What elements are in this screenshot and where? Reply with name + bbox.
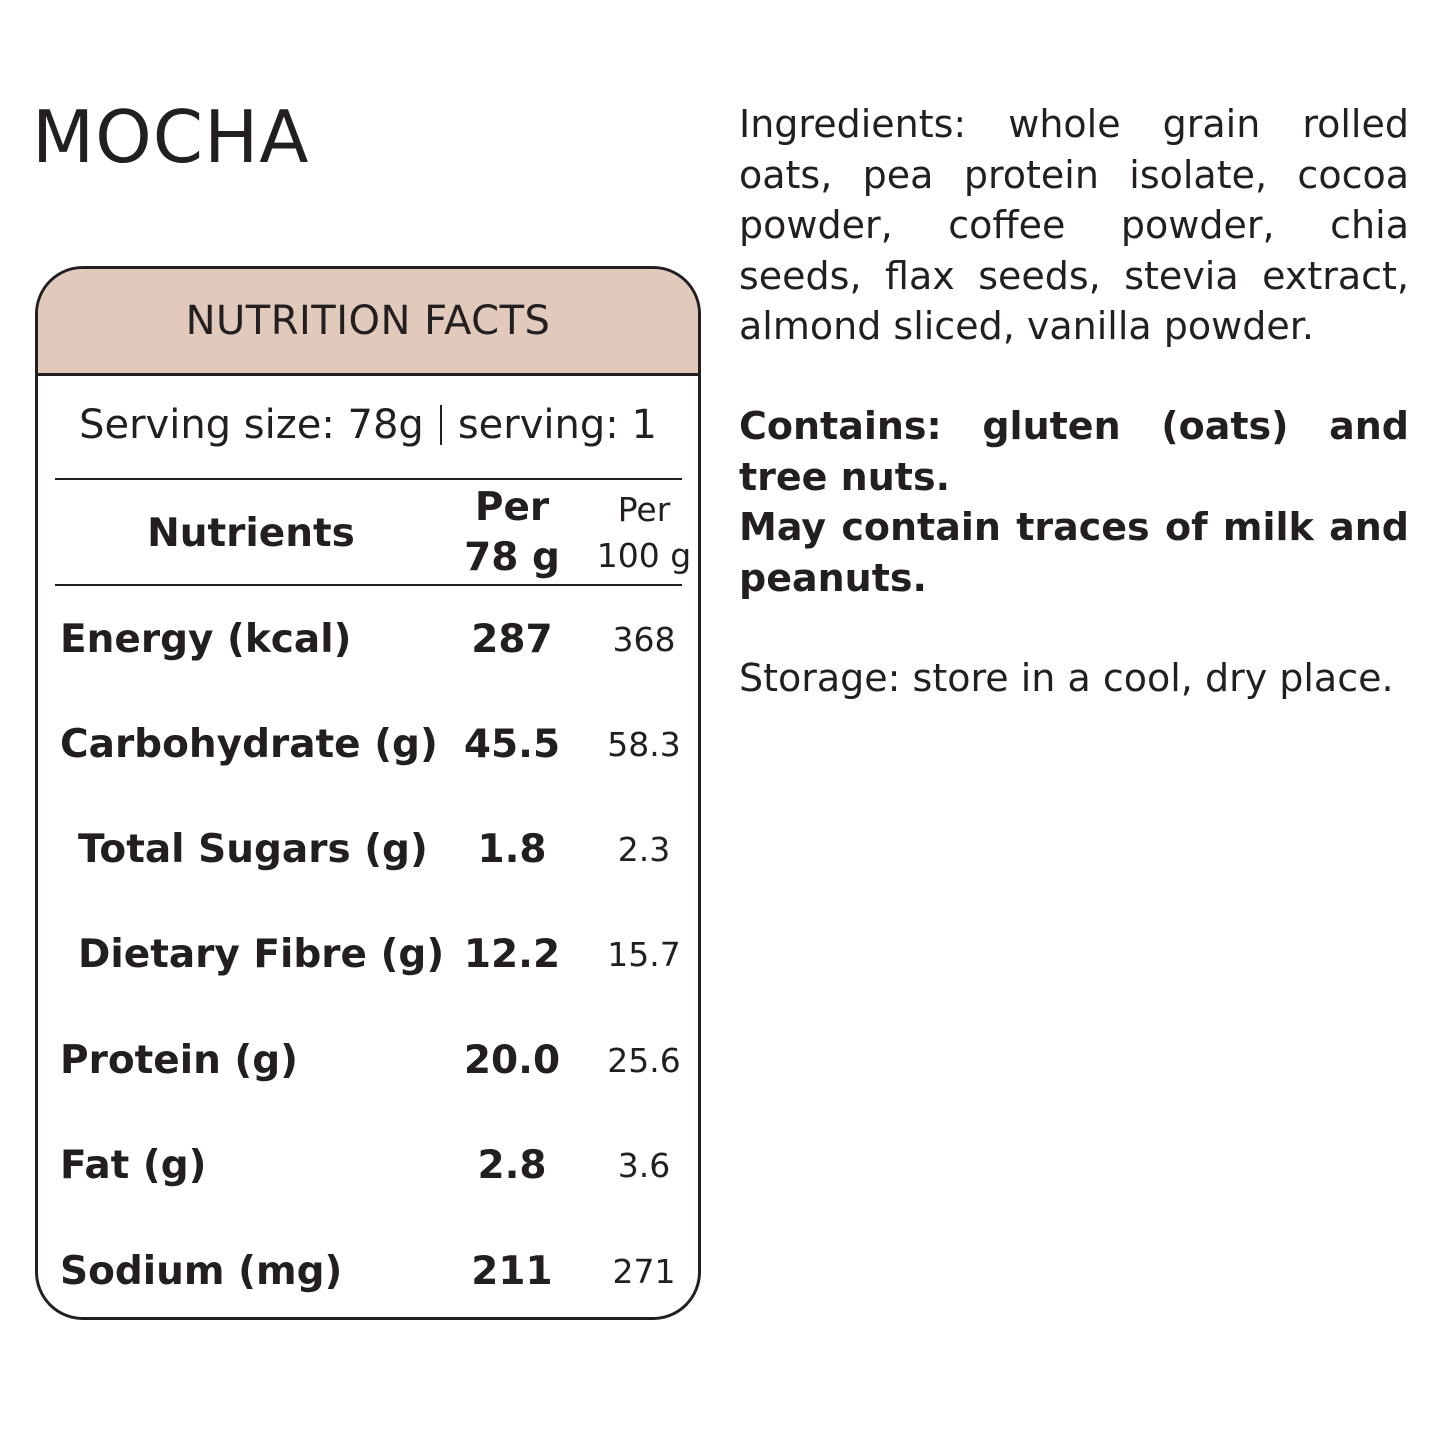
nutrient-name: Fat (g) (60, 1142, 207, 1188)
nutrient-value-per-78g: 2.8 (477, 1142, 547, 1188)
allergen-contains-text: Contains: gluten (oats) and tree nuts. (739, 404, 1409, 499)
nutrient-row-protein (38, 1020, 698, 1100)
nutrient-value-per-100g: 2.3 (617, 829, 671, 869)
column-header-per-78g (447, 481, 577, 585)
nutrient-value-per-100g: 3.6 (617, 1145, 671, 1185)
nutrient-value-per-78g: 45.5 (463, 721, 561, 767)
nutrition-facts-panel (35, 266, 701, 1320)
nutrient-name: Energy (kcal) (60, 616, 352, 662)
product-title: MOCHA (32, 95, 310, 179)
nutrient-value-per-78g: 12.2 (463, 931, 561, 977)
nutrient-value-per-78g: 287 (471, 616, 553, 662)
nutrient-value-per-78g: 1.8 (477, 826, 547, 872)
nutrient-name: Carbohydrate (g) (60, 721, 438, 767)
column-header-nutrients: Nutrients (147, 510, 355, 556)
nutrient-value-per-100g: 271 (612, 1251, 676, 1291)
nutrient-row-carbohydrate (38, 704, 698, 784)
nutrient-row-total-sugars (38, 809, 698, 889)
nutrient-row-sodium (38, 1231, 698, 1311)
nutrient-value-per-78g: 211 (471, 1248, 553, 1294)
nutrient-name: Sodium (mg) (60, 1248, 343, 1294)
header-top-rule (55, 478, 682, 480)
column-header-per-78g-line2: 78 g (464, 535, 560, 580)
nutrient-row-energy (38, 599, 698, 679)
nutrient-row-fat (38, 1125, 698, 1205)
ingredients-text: Ingredients: whole grain rolled oats, pea protein isolate, cocoa powder, coffee powder, chia seeds, flax seeds, stevia extract, almond sliced, vanilla powder. (739, 102, 1409, 348)
serving-divider (440, 405, 442, 445)
nutrient-name: Dietary Fibre (g) (78, 931, 445, 977)
column-header-per-78g-line1: Per (474, 485, 550, 530)
nutrient-name: Protein (g) (60, 1037, 298, 1083)
nutrient-value-per-100g: 25.6 (607, 1040, 681, 1080)
nutrient-row-dietary-fibre (38, 914, 698, 994)
header-bottom-rule (55, 584, 682, 586)
serving-info (38, 402, 698, 448)
nutrient-value-per-100g: 368 (612, 619, 676, 659)
column-header-per-100g-line2: 100 g (596, 536, 692, 575)
nutrient-value-per-78g: 20.0 (463, 1037, 561, 1083)
column-header-per-100g-line1: Per (617, 490, 671, 529)
nutrient-value-per-100g: 15.7 (607, 934, 681, 974)
serving-size: Serving size: 78g (79, 402, 424, 448)
storage-text: Storage: store in a cool, dry place. (739, 656, 1394, 700)
column-header-per-100g (584, 481, 701, 585)
nutrient-name: Total Sugars (g) (78, 826, 428, 872)
nutrition-facts-header: NUTRITION FACTS (38, 269, 698, 376)
nutrient-value-per-100g: 58.3 (607, 724, 681, 764)
servings-count: serving: 1 (457, 402, 657, 448)
allergen-may-contain-text: May contain traces of milk and peanuts. (739, 505, 1409, 600)
